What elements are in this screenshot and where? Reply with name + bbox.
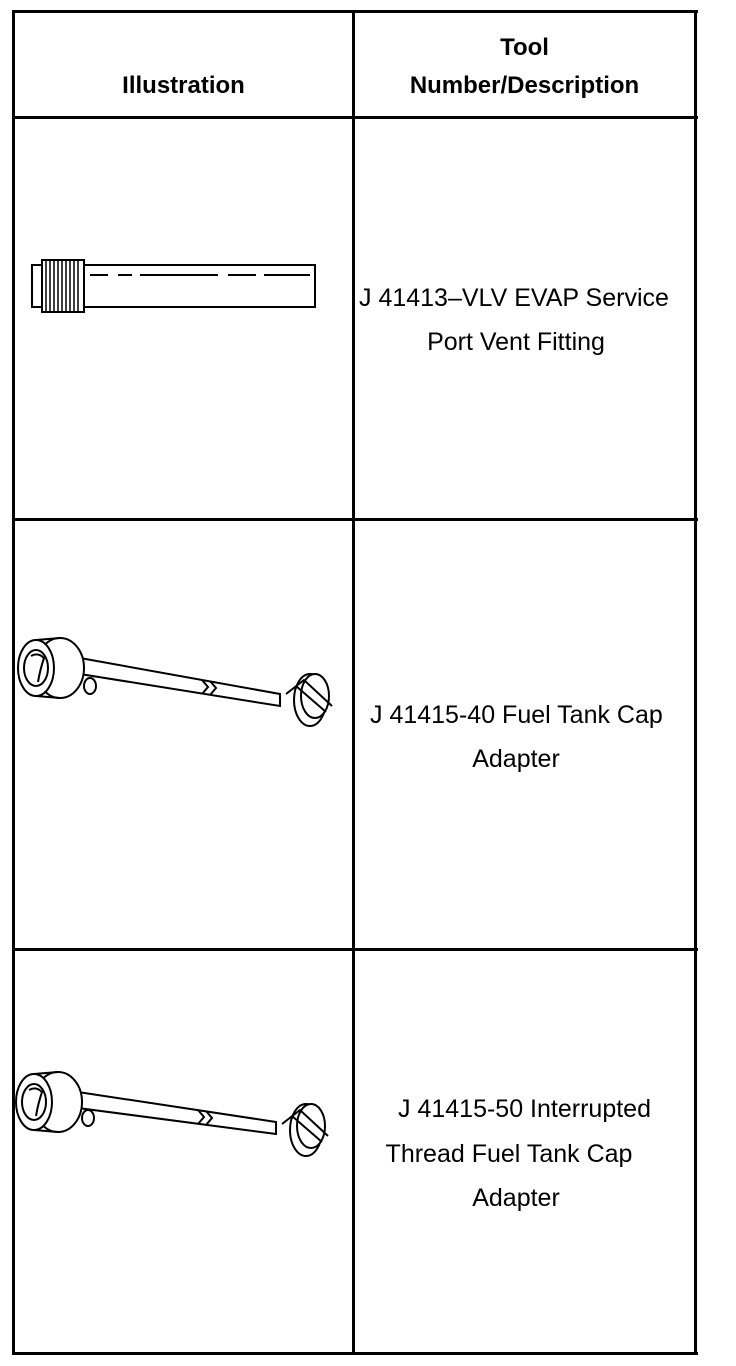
table-row-2-description-line1: J 41415-40 Fuel Tank Cap	[370, 701, 663, 729]
header-tool: Tool	[500, 34, 549, 61]
table-row-3-description-line1: J 41415-50 Interrupted	[398, 1095, 651, 1123]
table-row-2-description-line2: Adapter	[472, 745, 560, 773]
table-border-top	[12, 10, 698, 13]
header-tool-description: Number/Description	[409, 72, 640, 99]
cap-adapter-icon	[14, 636, 336, 736]
header-divider	[12, 116, 698, 119]
table-border-right	[694, 10, 697, 1355]
table-row-3-description-line2: Thread Fuel Tank Cap	[385, 1140, 633, 1168]
cap-adapter-icon	[14, 1068, 332, 1164]
table-border-bottom	[12, 1352, 698, 1355]
table-row-1-description-line1: J 41413–VLV EVAP Service	[359, 284, 669, 312]
table-row-3-description-line3: Adapter	[472, 1184, 560, 1212]
row-divider	[12, 518, 698, 521]
row-divider	[12, 948, 698, 951]
vent-fitting-icon	[28, 255, 323, 315]
header-illustration: Illustration	[122, 72, 245, 99]
table-row-1-description-line2: Port Vent Fitting	[427, 328, 605, 356]
